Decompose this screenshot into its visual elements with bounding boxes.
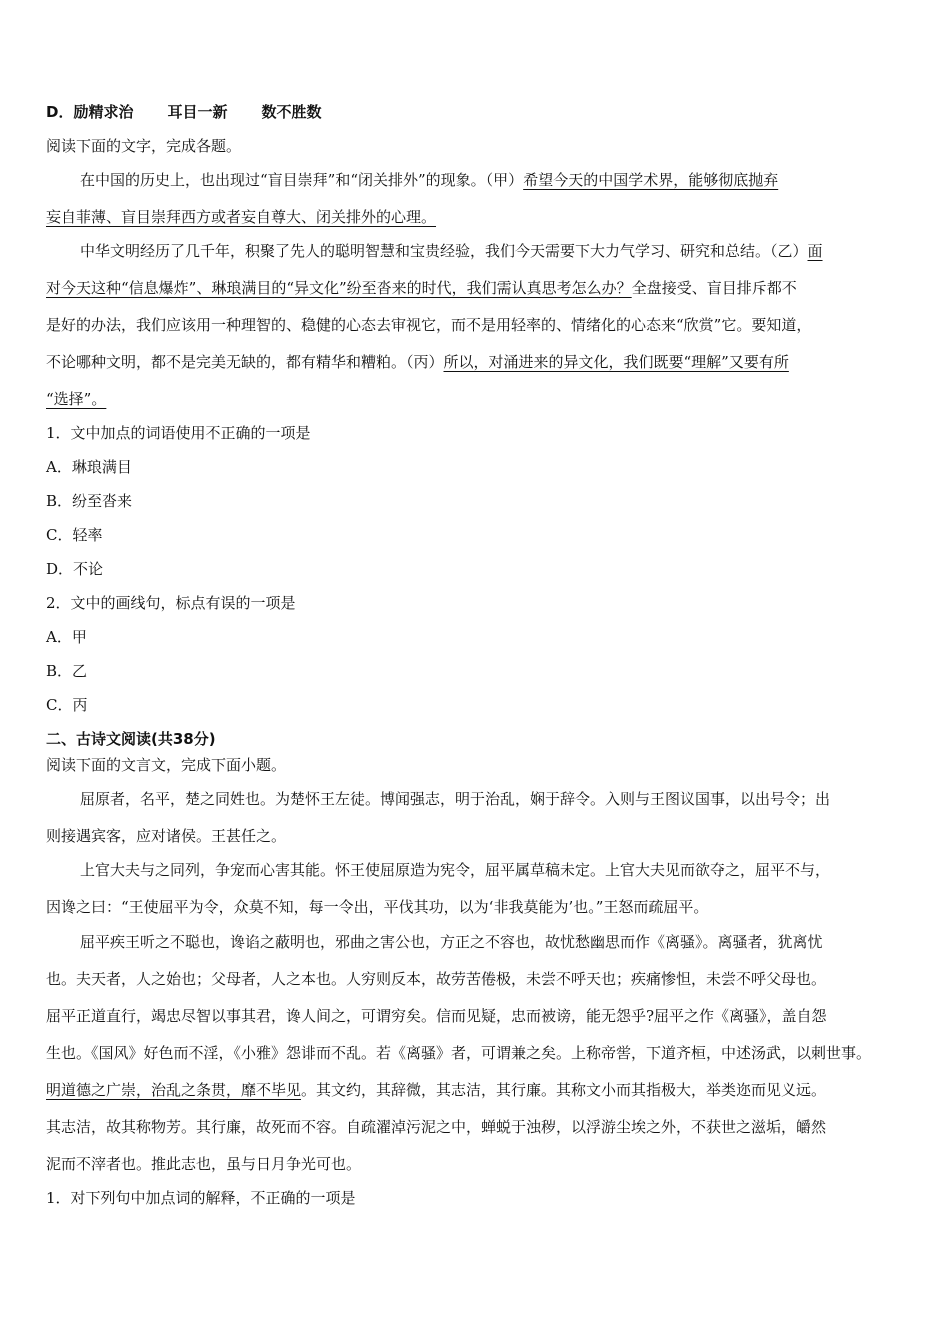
section2-title: 二、古诗文阅读(共38分) bbox=[46, 730, 216, 748]
modern-p2-line5: “选择”。 bbox=[46, 390, 107, 408]
modern-p1-line1: 在中国的历史上，也出现过“盲目崇拜”和“闭关排外”的现象。（甲）希望今天的中国学术界，能够彻底抛弃 bbox=[80, 171, 779, 189]
section2-instruction: 阅读下面的文言文，完成下面小题。 bbox=[46, 756, 287, 774]
classical-line-10: 其志洁，故其称物芳。其行廉，故死而不容。自疏濯淖污泥之中，蝉蜕于浊秽，以浮游尘埃之外，不获世之滋垢，皭然 bbox=[46, 1118, 827, 1136]
modern-p2-line2: 对今天这种“信息爆炸”、琳琅满目的“异文化”纷至沓来的时代，我们需认真思考怎么办？全盘接受、盲目排斥都不 bbox=[46, 279, 797, 297]
q2-option-b: B．乙 bbox=[46, 662, 88, 680]
classical-line-6: 也。夫天者，人之始也；父母者，人之本也。人穷则反本，故劳苦倦极，未尝不呼天也；疾痛惨怛，未尝不呼父母也。 bbox=[46, 970, 827, 988]
option-d-a: D．励精求治 bbox=[46, 103, 134, 121]
classical-line-5: 屈平疾王听之不聪也，谗谄之蔽明也，邪曲之害公也，方正之不容也，故忧愁幽思而作《离骚》。离骚者，犹离忧 bbox=[80, 933, 823, 951]
option-d-b: 耳目一新 bbox=[167, 103, 228, 121]
q1-option-b: B．纷至沓来 bbox=[46, 492, 133, 510]
classical-question-1: 1．对下列句中加点词的解释，不正确的一项是 bbox=[46, 1189, 356, 1207]
option-d-c: 数不胜数 bbox=[261, 103, 322, 121]
underline-yi-start: 面 bbox=[807, 242, 823, 260]
q2-option-c: C．丙 bbox=[46, 696, 88, 714]
classical-line-11: 泥而不滓者也。推此志也，虽与日月争光可也。 bbox=[46, 1155, 362, 1173]
classical-line-4: 因谗之曰：“王使屈平为令，众莫不知，每一令出，平伐其功，以为‘非我莫能为’也。”王怒而疏屈平。 bbox=[46, 898, 709, 916]
q1-option-c: C．轻率 bbox=[46, 526, 103, 544]
underline-jia: 希望今天的中国学术界，能够彻底抛弃 bbox=[523, 171, 779, 189]
q2-option-a: A．甲 bbox=[46, 628, 87, 646]
question-2: 2．文中的画线句，标点有误的一项是 bbox=[46, 594, 296, 612]
classical-line-7: 屈平正道直行，竭忠尽智以事其君，谗人间之，可谓穷矣。信而见疑，忠而被谤，能无怨乎?屈平之作《离骚》，盖自怨 bbox=[46, 1007, 827, 1025]
classical-underline: 明道德之广崇，治乱之条贯，靡不毕见 bbox=[46, 1081, 302, 1099]
q1-option-d: D．不论 bbox=[46, 560, 104, 578]
modern-p1-line2: 妄自菲薄、盲目崇拜西方或者妄自尊大、闭关排外的心理。 bbox=[46, 208, 437, 226]
underline-yi: 对今天这种“信息爆炸”、琳琅满目的“异文化”纷至沓来的时代，我们需认真思考怎么办？ bbox=[46, 279, 632, 297]
q1-option-a: A．琳琅满目 bbox=[46, 458, 132, 476]
modern-p2-line3: 是好的办法，我们应该用一种理智的、稳健的心态去审视它，而不是用轻率的、情绪化的心态来“欣赏”它。要知道， bbox=[46, 316, 812, 334]
classical-line-1: 屈原者，名平，楚之同姓也。为楚怀王左徒。博闻强志，明于治乱，娴于辞令。入则与王图议国事，以出号令；出 bbox=[80, 790, 831, 808]
modern-p2-line4: 不论哪种文明，都不是完美无缺的，都有精华和糟粕。（丙）所以，对涌进来的异文化，我们既要“理解”又要有所 bbox=[46, 353, 789, 371]
modern-p2-line1: 中华文明经历了几千年，积聚了先人的聪明智慧和宝贵经验，我们今天需要下大力气学习、研究和总结。（乙）面 bbox=[80, 242, 823, 260]
classical-line-9: 明道德之广崇，治乱之条贯，靡不毕见。其文约，其辞微，其志洁，其行廉。其称文小而其指极大，举类迩而见义远。 bbox=[46, 1081, 827, 1099]
classical-line-2: 则接遇宾客，应对诸侯。王甚任之。 bbox=[46, 827, 287, 845]
underline-bing: 所以，对涌进来的异文化，我们既要“理解”又要有所 bbox=[443, 353, 789, 371]
classical-line-3: 上官大夫与之同列，争宠而心害其能。怀王使屈原造为宪令，屈平属草稿未定。上官大夫见而欲夺之，屈平不与， bbox=[80, 861, 831, 879]
question-1: 1．文中加点的词语使用不正确的一项是 bbox=[46, 424, 311, 442]
modern-instruction: 阅读下面的文字，完成各题。 bbox=[46, 137, 242, 155]
classical-line-8: 生也。《国风》好色而不淫，《小雅》怨诽而不乱。若《离骚》者，可谓兼之矣。上称帝喾，下道齐桓，中述汤武，以刺世事。 bbox=[46, 1044, 872, 1062]
option-d-line bbox=[46, 102, 321, 122]
